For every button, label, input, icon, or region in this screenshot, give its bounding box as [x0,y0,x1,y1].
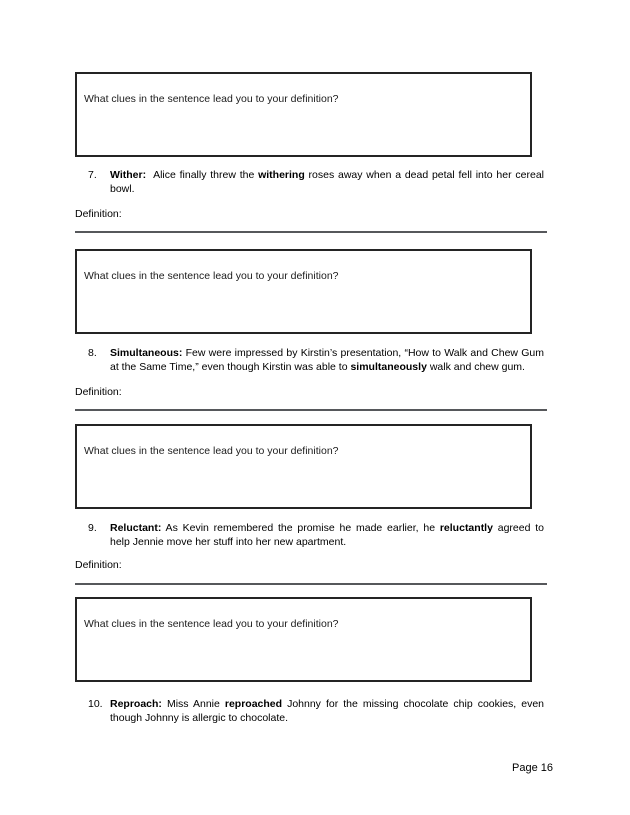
definition-label: Definition: [75,208,122,220]
definition-label: Definition: [75,559,122,571]
vocab-word: Reluctant: [110,522,162,534]
sentence-post: walk and chew gum. [426,361,525,373]
item-number: 8. [88,347,97,359]
vocab-item-7 [88,168,544,196]
sentence-pre: Few were impressed by Kirstin’s presentation, “How to Walk and Chew Gum at the Same Time,” even though Kirstin was able to [110,347,544,373]
sentence-post: agreed to help Jennie move her stuff into her new apartment. [110,522,544,548]
emphasized-word: reproached [224,698,283,710]
vocab-item-10 [88,697,544,725]
clues-box [75,72,532,157]
definition-answer-line [75,409,547,411]
clues-box [75,249,532,334]
page-number: Page 16 [512,762,553,774]
definition-answer-line [75,231,547,233]
vocab-word: Reproach: [110,698,162,710]
sentence-post: Johnny for the missing chocolate chip cookies, even though Johnny is allergic to chocolate. [110,698,545,724]
sentence-pre: As Kevin remembered the promise he made earlier, he [161,522,440,534]
item-number: 9. [88,522,97,534]
item-number: 10. [88,698,103,710]
emphasized-word: reluctantly [439,522,493,534]
item-sentence [110,697,544,725]
vocab-word: Simultaneous: [110,347,183,359]
item-sentence [110,521,544,549]
emphasized-word: simultaneously [350,361,427,373]
sentence-post: roses away when a dead petal fell into her cereal bowl. [110,169,544,195]
clues-prompt: What clues in the sentence lead you to your definition? [84,618,339,630]
sentence-pre: Miss Annie [161,698,225,710]
emphasized-word: withering [258,169,305,181]
item-sentence [110,168,544,196]
clues-box [75,424,532,509]
definition-label: Definition: [75,386,122,398]
item-number: 7. [88,169,97,181]
vocab-item-9 [88,521,544,549]
clues-box [75,597,532,682]
sentence-pre: Alice finally threw the [146,169,259,181]
clues-prompt: What clues in the sentence lead you to your definition? [84,270,339,282]
definition-answer-line [75,583,547,585]
clues-prompt: What clues in the sentence lead you to your definition? [84,445,339,457]
clues-prompt: What clues in the sentence lead you to your definition? [84,93,339,105]
vocab-word: Wither: [110,169,147,181]
item-sentence [110,346,544,374]
vocab-item-8 [88,346,544,374]
